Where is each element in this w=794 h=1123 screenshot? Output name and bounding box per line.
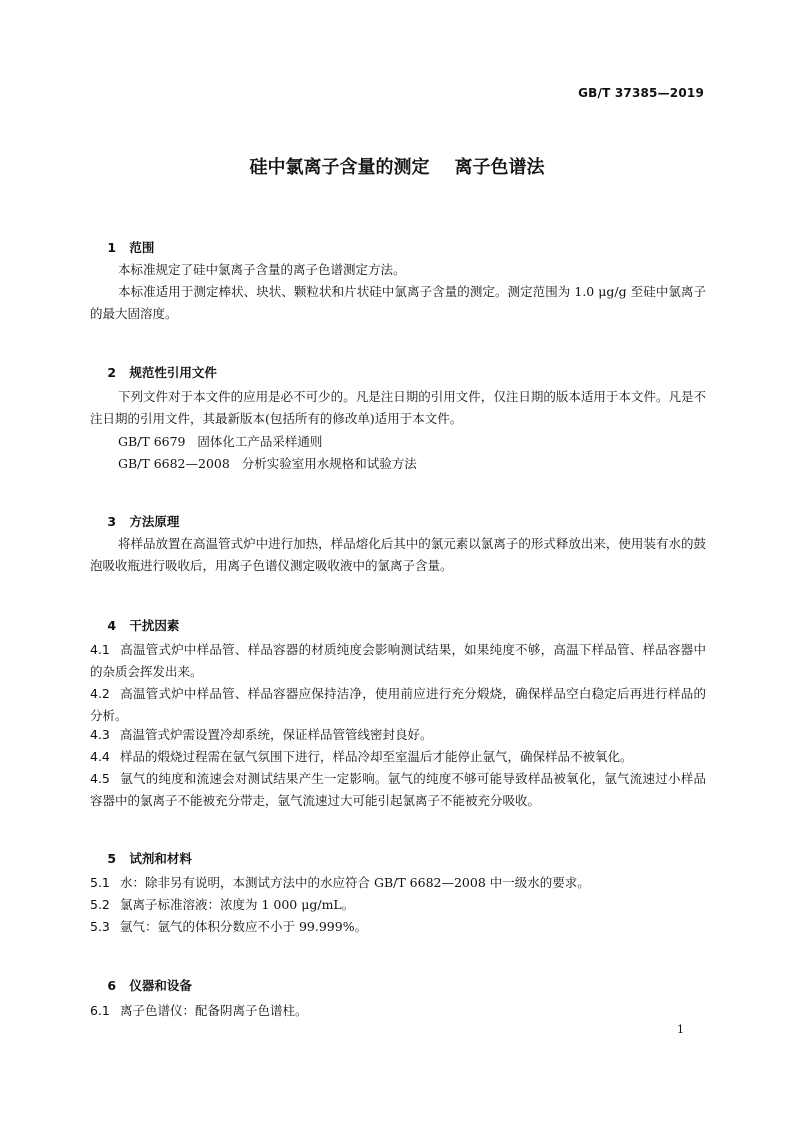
standard-code: GB/T 37385—2019 — [578, 86, 704, 100]
clause-number: 6.1 — [90, 1003, 110, 1018]
section-title: 方法原理 — [129, 514, 180, 529]
section-title: 仪器和设备 — [129, 978, 192, 993]
clause-text: 水：除非另有说明，本测试方法中的水应符合 GB/T 6682—2008 中一级水的要求。 — [120, 875, 590, 890]
section-number: 6 — [107, 978, 117, 993]
clause-item — [90, 746, 706, 768]
clause-item — [90, 894, 706, 916]
clause-item — [90, 872, 706, 894]
section-number: 5 — [107, 851, 117, 866]
section-title: 范围 — [129, 240, 155, 255]
clause-text: 氩气的纯度和流速会对测试结果产生一定影响。氩气的纯度不够可能导致样品被氧化，氩气流速过小样品容器中的氯离子不能被充分带走，氩气流速过大可能引起氯离子不能被充分吸收。 — [90, 771, 706, 808]
section-number: 3 — [107, 514, 117, 529]
clause-number: 4.2 — [90, 686, 110, 701]
clause-text: 高温管式炉中样品管、样品容器应保持洁净，使用前应进行充分煅烧，确保样品空白稳定后再进行样品的分析。 — [90, 686, 706, 723]
clause-text: 离子色谱仪：配备阴离子色谱柱。 — [120, 1003, 308, 1018]
section-title: 干扰因素 — [129, 618, 180, 633]
clause-number: 5.3 — [90, 919, 110, 934]
clause-text: 样品的煅烧过程需在氩气氛围下进行，样品冷却至室温后才能停止氩气，确保样品不被氧化。 — [120, 749, 633, 764]
reference-item: GB/T 6682—2008 分析实验室用水规格和试验方法 — [118, 456, 417, 471]
clause-text: 高温管式炉需设置冷却系统，保证样品管管线密封良好。 — [120, 727, 433, 742]
clause-item — [90, 724, 706, 746]
page-number: 1 — [677, 1023, 684, 1036]
paragraph: 下列文件对于本文件的应用是必不可少的。凡是注日期的引用文件，仅注日期的版本适用于本文件。凡是不注日期的引用文件，其最新版本(包括所有的修改单)适用于本文件。 — [90, 389, 706, 426]
reference-item: GB/T 6679 固体化工产品采样通则 — [118, 434, 323, 449]
clause-number: 4.4 — [90, 749, 110, 764]
clause-item — [90, 639, 706, 683]
clause-item — [90, 1000, 706, 1022]
clause-text: 高温管式炉中样品管、样品容器的材质纯度会影响测试结果，如果纯度不够，高温下样品管、样品容器中的杂质会挥发出来。 — [90, 642, 706, 679]
section-title: 试剂和材料 — [129, 851, 192, 866]
clause-text: 氩气：氩气的体积分数应不小于 99.999%。 — [120, 919, 368, 934]
section-number: 4 — [107, 618, 117, 633]
clause-number: 5.1 — [90, 875, 110, 890]
clause-text: 氯离子标准溶液：浓度为 1 000 μg/mL。 — [120, 897, 355, 912]
paragraph: 本标准适用于测定棒状、块状、颗粒状和片状硅中氯离子含量的测定。测定范围为 1.0 μg/g 至硅中氯离子的最大固溶度。 — [90, 284, 706, 321]
clause-item — [90, 768, 706, 812]
section-number: 1 — [107, 240, 117, 255]
clause-number: 4.3 — [90, 727, 110, 742]
section-number: 2 — [107, 365, 117, 380]
section-title: 规范性引用文件 — [129, 365, 217, 380]
paragraph: 将样品放置在高温管式炉中进行加热，样品熔化后其中的氯元素以氯离子的形式释放出来，使用装有水的鼓泡吸收瓶进行吸收后，用离子色谱仪测定吸收液中的氯离子含量。 — [90, 536, 706, 573]
document-title: 硅中氯离子含量的测定 离子色谱法 — [249, 157, 545, 178]
clause-item — [90, 683, 706, 727]
clause-number: 4.1 — [90, 642, 110, 657]
clause-number: 4.5 — [90, 771, 110, 786]
clause-number: 5.2 — [90, 897, 110, 912]
clause-item — [90, 916, 706, 938]
paragraph: 本标准规定了硅中氯离子含量的离子色谱测定方法。 — [118, 262, 406, 277]
